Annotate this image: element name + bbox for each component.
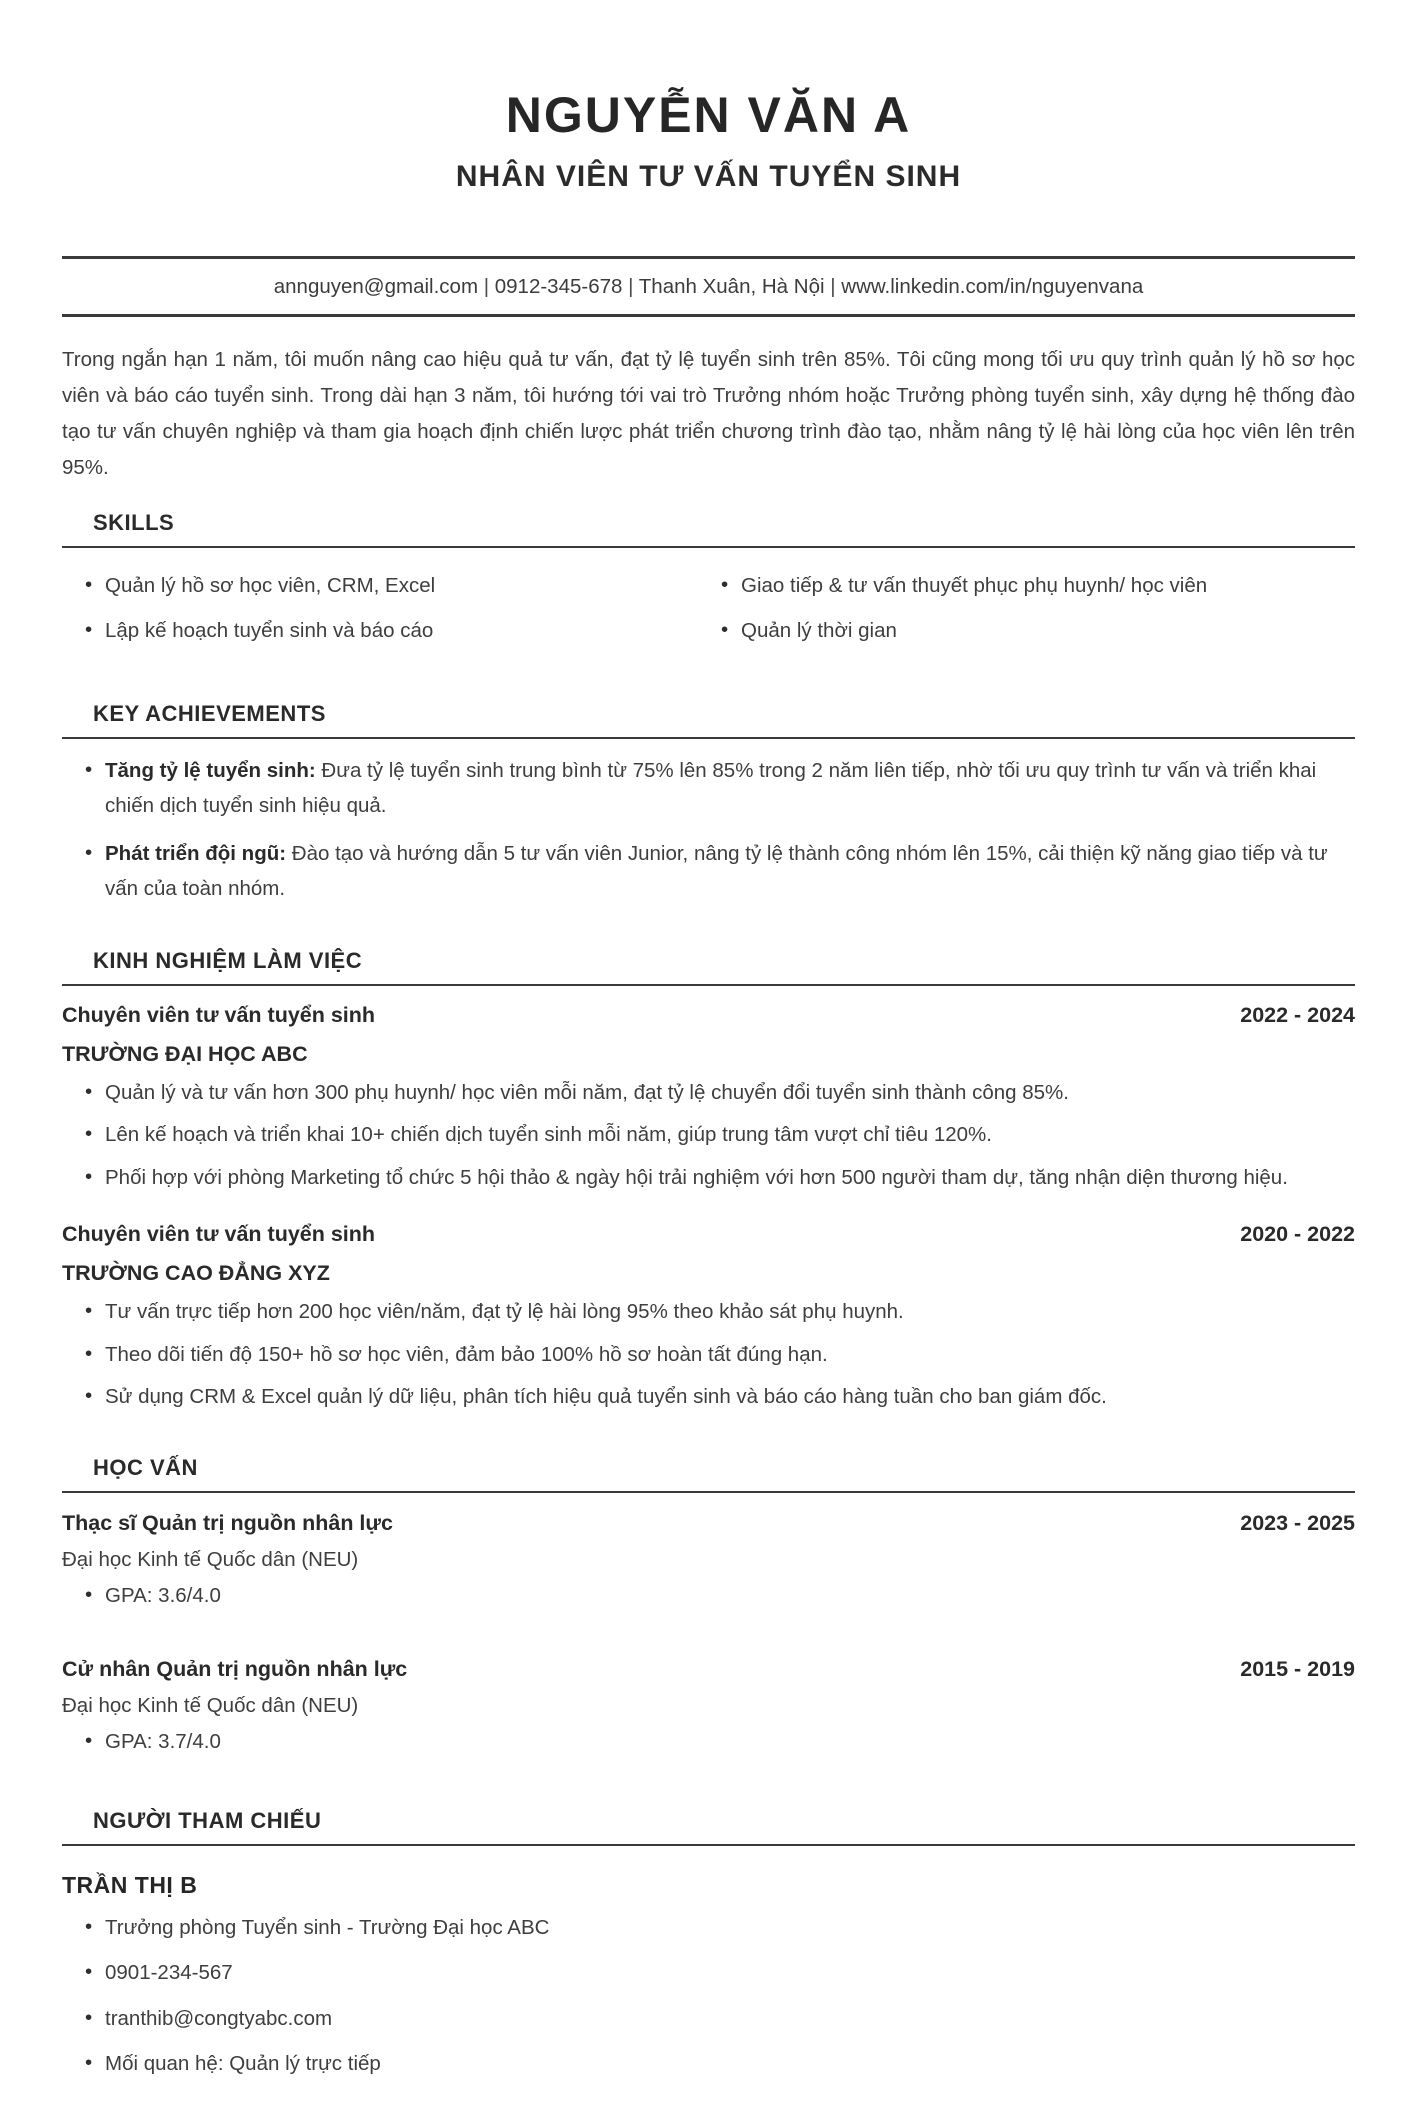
job-entry	[62, 1222, 1355, 1413]
skill-item: • Lập kế hoạch tuyển sinh và báo cáo	[62, 615, 698, 647]
education-header	[62, 1511, 1355, 1536]
achievements-list	[62, 753, 1355, 906]
job-company: TRƯỜNG CAO ĐẲNG XYZ	[62, 1261, 330, 1286]
skills-divider	[62, 546, 1355, 548]
experience-divider	[62, 984, 1355, 986]
education-degree: Thạc sĩ Quản trị nguồn nhân lực	[62, 1511, 393, 1536]
education-divider	[62, 1491, 1355, 1493]
job-bullet: • Theo dõi tiến độ 150+ hồ sơ học viên, đảm bảo 100% hồ sơ hoàn tất đúng hạn.	[62, 1339, 1355, 1371]
education-heading: HỌC VẤN	[93, 1455, 198, 1481]
job-bullet: • Quản lý và tư vấn hơn 300 phụ huynh/ học viên mỗi năm, đạt tỷ lệ chuyển đổi tuyển sinh thành công 85%.	[62, 1077, 1355, 1109]
section-education	[62, 1455, 1355, 1758]
references-divider	[62, 1844, 1355, 1846]
contact-linkedin: www.linkedin.com/in/nguyenvana	[841, 275, 1144, 298]
skills-column-left	[62, 558, 698, 647]
skills-column-right	[698, 558, 1355, 647]
section-skills	[62, 510, 1355, 647]
header-divider-bottom	[62, 314, 1355, 317]
reference-email: • tranthib@congtyabc.com	[62, 2003, 1355, 2035]
reference-role: • Trưởng phòng Tuyển sinh - Trường Đại học ABC	[62, 1912, 1355, 1944]
education-entry	[62, 1657, 1355, 1758]
skills-columns	[62, 558, 1355, 647]
contact-email: annguyen@gmail.com	[273, 275, 479, 298]
achievement-lead: Tăng tỷ lệ tuyển sinh:	[105, 759, 316, 783]
reference-bullet-list	[62, 1912, 1355, 2081]
candidate-name: NGUYỄN VĂN A	[505, 87, 912, 143]
skill-item: • Giao tiếp & tư vấn thuyết phục phụ huynh/ học viên	[698, 570, 1355, 602]
contact-separator: |	[478, 275, 495, 298]
experience-heading: KINH NGHIỆM LÀM VIỆC	[93, 948, 363, 974]
job-bullet: • Lên kế hoạch và triển khai 10+ chiến dịch tuyển sinh mỗi năm, giúp trung tâm vượt chỉ tiêu 120%.	[62, 1119, 1355, 1151]
education-header	[62, 1657, 1355, 1682]
education-gpa: • GPA: 3.7/4.0	[62, 1726, 1355, 1758]
section-work-experience	[62, 948, 1355, 1413]
job-bullet: • Phối hợp với phòng Marketing tổ chức 5 hội thảo & ngày hội trải nghiệm với hơn 500 người tham dự, tăng nhận diện thương hiệu.	[62, 1162, 1355, 1194]
reference-phone: • 0901-234-567	[62, 1957, 1355, 1989]
skill-item: • Quản lý hồ sơ học viên, CRM, Excel	[62, 570, 698, 602]
job-entry	[62, 1003, 1355, 1194]
achievement-item	[62, 753, 1355, 824]
job-bullet: • Tư vấn trực tiếp hơn 200 học viên/năm, đạt tỷ lệ hài lòng 95% theo khảo sát phụ huynh.	[62, 1296, 1355, 1328]
job-title: Chuyên viên tư vấn tuyển sinh	[62, 1222, 376, 1247]
achievement-text: Đào tạo và hướng dẫn 5 tư vấn viên Junior, nâng tỷ lệ thành công nhóm lên 15%, cải thiện kỹ năng giao tiếp và tư vấn của toàn nhóm.	[105, 841, 1328, 900]
education-bullet-list	[62, 1726, 1355, 1758]
achievements-heading: KEY ACHIEVEMENTS	[93, 701, 326, 727]
education-bullet-list	[62, 1580, 1355, 1612]
job-bullet-list	[62, 1296, 1355, 1413]
reference-relationship: • Mối quan hệ: Quản lý trực tiếp	[62, 2048, 1355, 2080]
education-dates: 2015 - 2019	[1240, 1656, 1355, 1681]
contact-phone: 0912-345-678	[494, 275, 623, 298]
summary-paragraph: Trong ngắn hạn 1 năm, tôi muốn nâng cao hiệu quả tư vấn, đạt tỷ lệ tuyển sinh trên 85%. Tôi cũng mong tối ưu quy trình quản lý hồ sơ học viên và báo cáo tuyển sinh. Trong dài hạn 3 năm, tôi hướng tới vai trò Trưởng nhóm hoặc Trưởng phòng tuyển sinh, xây dựng hệ thống đào tạo tư vấn chuyên nghiệp và tham gia hoạch định chiến lược phát triển chương trình đào tạo, nhằm nâng tỷ lệ hài lòng của học viên lên trên 95%.	[62, 348, 1355, 480]
section-key-achievements	[62, 701, 1355, 906]
job-dates: 2020 - 2022	[1240, 1222, 1355, 1247]
section-references	[62, 1808, 1355, 2081]
job-title: Chuyên viên tư vấn tuyển sinh	[62, 1003, 376, 1028]
achievement-text: Đưa tỷ lệ tuyển sinh trung bình từ 75% lên 85% trong 2 năm liên tiếp, nhờ tối ưu quy trình tư vấn và triển khai chiến dịch tuyển sinh hiệu quả.	[105, 759, 1317, 818]
job-header	[62, 1003, 1355, 1028]
contact-location: Thanh Xuân, Hà Nội	[638, 275, 825, 298]
job-bullet: • Sử dụng CRM & Excel quản lý dữ liệu, phân tích hiệu quả tuyển sinh và báo cáo hàng tuần cho ban giám đốc.	[62, 1381, 1355, 1413]
education-gpa: • GPA: 3.6/4.0	[62, 1580, 1355, 1612]
education-entry	[62, 1511, 1355, 1612]
education-school: Đại học Kinh tế Quốc dân (NEU)	[62, 1548, 359, 1572]
job-bullet-list	[62, 1077, 1355, 1194]
contact-separator: |	[622, 275, 639, 298]
candidate-job-title: NHÂN VIÊN TƯ VẤN TUYỂN SINH	[455, 160, 962, 193]
job-company: TRƯỜNG ĐẠI HỌC ABC	[62, 1042, 308, 1067]
resume-header	[62, 86, 1355, 194]
contact-line	[62, 259, 1355, 314]
education-school: Đại học Kinh tế Quốc dân (NEU)	[62, 1693, 359, 1717]
achievements-divider	[62, 737, 1355, 739]
job-dates: 2022 - 2024	[1240, 1003, 1355, 1028]
education-degree: Cử nhân Quản trị nguồn nhân lực	[62, 1656, 408, 1681]
contact-separator: |	[824, 275, 842, 298]
education-dates: 2023 - 2025	[1240, 1511, 1355, 1536]
skill-item: • Quản lý thời gian	[698, 615, 1355, 647]
references-heading: NGƯỜI THAM CHIẾU	[93, 1808, 322, 1834]
achievement-lead: Phát triển đội ngũ:	[105, 841, 287, 865]
reference-name: TRẦN THỊ B	[62, 1872, 198, 1899]
job-header	[62, 1222, 1355, 1247]
achievement-item	[62, 836, 1355, 907]
skills-heading: SKILLS	[93, 510, 175, 536]
